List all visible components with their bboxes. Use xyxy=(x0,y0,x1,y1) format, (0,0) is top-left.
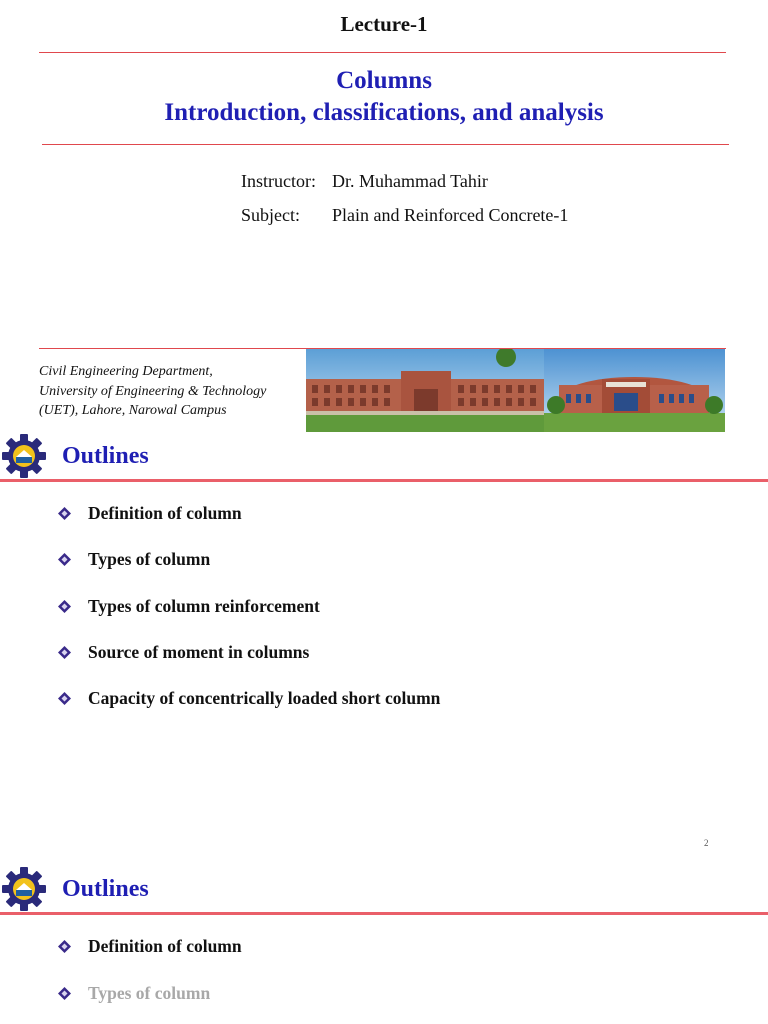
subject-row xyxy=(241,205,568,226)
lecture-title-line1: Columns xyxy=(336,67,432,94)
outline-item-text: Types of column xyxy=(88,549,211,569)
instructor-row xyxy=(241,171,488,192)
instructor-label: Instructor: xyxy=(241,171,316,191)
department-line: Civil Engineering Department, xyxy=(39,364,213,379)
diamond-bullet-icon xyxy=(58,507,71,520)
page-number: 2 xyxy=(704,838,709,848)
outline-item-text: Source of moment in columns xyxy=(88,642,310,662)
title-top-divider xyxy=(39,52,726,53)
list-item xyxy=(58,547,210,571)
university-line: University of Engineering & Technology xyxy=(39,383,267,399)
diamond-bullet-icon xyxy=(58,987,71,1000)
lecture-number: Lecture-1 xyxy=(340,12,428,36)
outline-item-text: Definition of column xyxy=(88,503,242,523)
diamond-bullet-icon xyxy=(58,692,71,705)
list-item xyxy=(58,686,440,710)
outline-divider xyxy=(0,912,768,915)
list-item xyxy=(58,594,320,618)
instructor-name: Dr. Muhammad Tahir xyxy=(332,171,488,191)
outline-divider xyxy=(0,479,768,482)
campus-photo-round-building xyxy=(544,349,725,432)
diamond-bullet-icon xyxy=(58,940,71,953)
outline-header xyxy=(0,867,768,917)
campus-line: (UET), Lahore, Narowal Campus xyxy=(39,403,227,418)
diamond-bullet-icon xyxy=(58,600,71,613)
university-gear-logo-icon xyxy=(2,867,46,911)
outline-item-text: Capacity of concentrically loaded short column xyxy=(88,688,441,708)
title-bottom-divider xyxy=(42,144,729,145)
outline-item-text: Definition of column xyxy=(88,936,242,956)
subject-label: Subject: xyxy=(241,205,300,225)
department-block xyxy=(39,362,266,421)
diamond-bullet-icon xyxy=(58,646,71,659)
list-item xyxy=(58,640,309,664)
outline-header xyxy=(0,434,768,484)
list-item xyxy=(58,981,210,1005)
university-gear-logo-icon xyxy=(2,434,46,478)
diamond-bullet-icon xyxy=(58,553,71,566)
list-item xyxy=(58,501,242,525)
subject-name: Plain and Reinforced Concrete-1 xyxy=(332,205,569,225)
outline-heading: Outlines xyxy=(62,443,149,469)
lecture-title-line2: Introduction, classifications, and analysis xyxy=(164,99,604,126)
outline-heading: Outlines xyxy=(62,876,149,902)
outline-item-text: Types of column xyxy=(88,983,211,1003)
campus-photo-main-building xyxy=(306,349,544,432)
list-item xyxy=(58,934,242,958)
outline-item-text: Types of column reinforcement xyxy=(88,596,320,616)
